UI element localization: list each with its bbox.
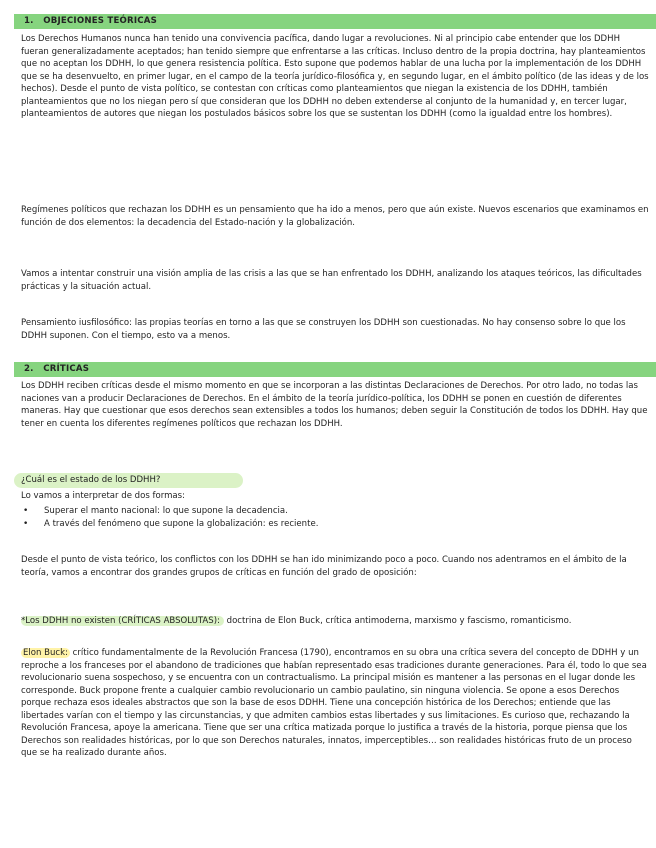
- buck-label: Elon Buck:: [23, 648, 68, 658]
- interpretation-intro: Lo vamos a interpretar de dos formas:: [21, 491, 185, 501]
- section1-paragraph-1: Los Derechos Humanos nunca han tenido una convivencia pacífica, dando lugar a revoluciones. Ni al principio cabe entender que los DDHH fueran generalizadamente aceptados; han tenido siempre que enfrentarse a las críticas. Incluso dentro de la propia doctrina, hay planteamientos que no aceptan los DDHH, lo que genera resistencia política. Esto supone que podemos hablar de una lucha por la implementación de los DDHH que se ha desenvuelto, en primer lugar, en el campo de la teoría jurídico-filosófica y, en segundo lugar, en el ámbito político (de las ideas y de los hechos). Desde el punto de vista político, se contestan con críticas como planteamientos que niegan la existencia de los DDHH, también planteamientos que no los niegan pero sí que consideran que los DDHH no deben extenderse al conjunto de la humanidad y, en tercer lugar, planteamientos de autores que niegan los postulados básicos sobre los que se sustentan los DDHH (como la igualdad entre los hombres).: [21, 34, 649, 119]
- section1-paragraph-3: Vamos a intentar construir una visión amplia de las crisis a las que se han enfrentado los DDHH, analizando los ataques teóricos, las dificultades prácticas y la situación actual.: [21, 269, 642, 292]
- section-number-1: 1.: [24, 16, 34, 26]
- section1-paragraph-4: Pensamiento iusfilosófico: las propias teorías en torno a las que se construyen los DDHH son cuestionadas. No hay consenso sobre lo que los DDHH suponen. Con el tiempo, esto va a menos.: [21, 318, 626, 341]
- section2-paragraph-2: Desde el punto de vista teórico, los conflictos con los DDHH se han ido minimizando poco a poco. Cuando nos adentramos en el ámbito de la teoría, vamos a encontrar dos grandes grupos de críticas en función del grado de oposición:: [21, 555, 627, 578]
- section-number-2: 2.: [24, 364, 34, 374]
- interpretation-list: [21, 505, 641, 531]
- buck-text: crítico fundamentalmente de la Revolución Francesa (1790), encontramos en su obra una crítica severa del concepto de DDHH y un reproche a los franceses por el abandono de tradiciones que habían representado esas tradiciones durante generaciones. Para él, todo lo que sea revolucionario suena sospechoso, y se encuentra con un contractualismo. La principal misión es mantener a las personas en el lugar donde les corresponde. Buck propone frente a cualquier cambio revolucionario un cambio paulatino, sin ninguna violencia. Se opone a esos Derechos porque rechaza esos ideales abstractos que son la base de esos DDHH. Tiene una concepción histórica de los Derechos; entiende que las libertades varían con el tiempo y las circunstancias, y que admiten cambios estas libertades y sus limitaciones. Es curioso que, rechazando la Revolución Francesa, apoye la americana. Tiene que ser una crítica matizada porque lo justifica a través de la historia, porque piensa que los Derechos son realidades históricas, por lo que son Derechos naturales, innatos, imperceptibles… son realidades históricas fruto de un proceso que se ha realizado durante años.: [21, 648, 647, 758]
- section-heading-1: [14, 14, 656, 29]
- list-item: • A través del fenómeno que supone la globalización: es reciente.: [21, 518, 641, 531]
- section-heading-2: [14, 362, 656, 377]
- absolute-criticism-text: doctrina de Elon Buck, crítica antimoderna, marxismo y fascismo, romanticismo.: [223, 616, 572, 626]
- section1-paragraph-2: Regímenes políticos que rechazan los DDHH es un pensamiento que ha ido a menos, pero que aún existe. Nuevos escenarios que examinamos en función de dos elementos: la decadencia del Estado-nación y la globalización.: [21, 205, 649, 228]
- section2-paragraph-1: Los DDHH reciben críticas desde el mismo momento en que se incorporan a las distintas Declaraciones de Derechos. Por otro lado, no todas las naciones van a producir Declaraciones de Derechos. En el ámbito de la teoría jurídico-política, los DDHH se ponen en cuestión de diferentes maneras. Hay que cuestionar que esos derechos sean extensibles a todos los humanos; deben seguir la Constitución de todos los DDHH. Hay que tener en cuenta los diferentes regímenes políticos que rechazan los DDHH.: [21, 381, 648, 429]
- absolute-criticism-label: *Los DDHH no existen (CRÍTICAS ABSOLUTAS):: [21, 616, 224, 626]
- section-title-1: OBJECIONES TEÓRICAS: [43, 16, 157, 26]
- absolute-criticism-paragraph: [21, 615, 649, 628]
- question-highlight: ¿Cuál es el estado de los DDHH?: [14, 473, 243, 488]
- section-title-2: CRÍTICAS: [43, 364, 90, 374]
- buck-paragraph: [21, 647, 649, 760]
- list-item: • Superar el manto nacional: lo que supone la decadencia.: [21, 505, 641, 518]
